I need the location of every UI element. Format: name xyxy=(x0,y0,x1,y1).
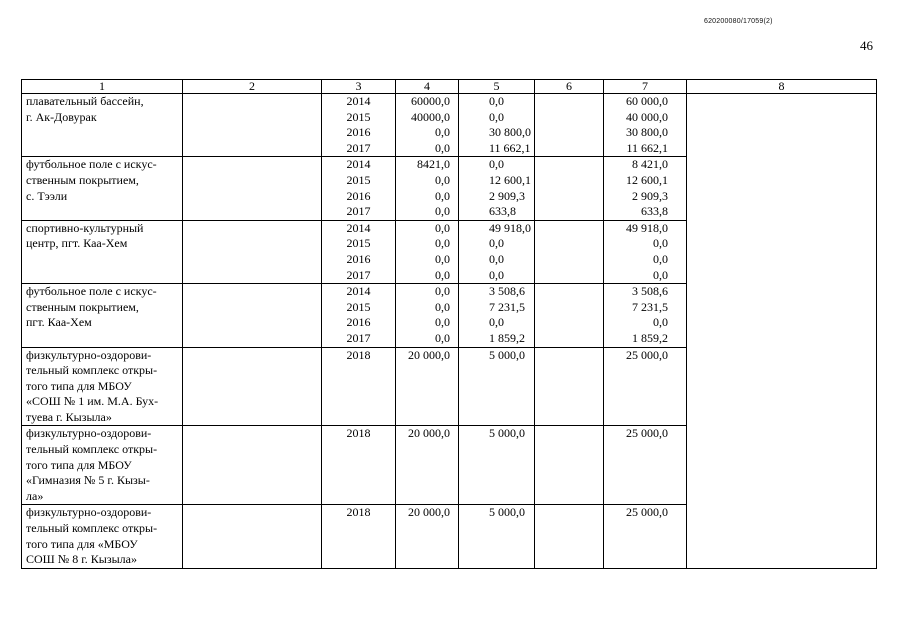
object-name-line: футбольное поле с искус- xyxy=(26,284,157,299)
column-6-cell xyxy=(535,347,604,426)
column-7-value: 30 800,0 xyxy=(626,125,668,140)
column-7-value: 7 231,5 xyxy=(632,299,668,314)
column-5-value: 3 508,6 xyxy=(489,284,525,299)
object-name-cell xyxy=(22,157,183,220)
column-5-cell xyxy=(459,220,535,283)
column-5-value: 2 909,3 xyxy=(489,188,525,203)
column-5-value: 0,0 xyxy=(489,267,504,282)
year-cell xyxy=(322,157,396,220)
column-4-cell xyxy=(396,426,459,505)
column-5-cell xyxy=(459,426,535,505)
column-5-value: 0,0 xyxy=(489,157,504,172)
object-name-line: тельный комплекс откры- xyxy=(26,363,158,378)
year-value: 2018 xyxy=(346,426,371,441)
year-value: 2017 xyxy=(346,267,371,282)
year-cell xyxy=(322,220,396,283)
year-value: 2016 xyxy=(346,125,371,140)
column-7-value: 25 000,0 xyxy=(626,347,668,362)
object-name-line: тельный комплекс откры- xyxy=(26,442,158,457)
document-code: 620200080/17059(2) xyxy=(704,18,773,25)
object-name-line: пгт. Каа-Хем xyxy=(26,315,92,330)
object-name-line: того типа для МБОУ xyxy=(26,457,132,472)
year-value: 2015 xyxy=(346,109,371,124)
column-4-value: 0,0 xyxy=(435,125,450,140)
column-7-value: 1 859,2 xyxy=(632,330,668,345)
column-5-cell xyxy=(459,94,535,157)
column-7-value: 0,0 xyxy=(653,315,668,330)
table-row xyxy=(22,94,877,157)
column-6-cell xyxy=(535,505,604,568)
column-5-cell xyxy=(459,284,535,347)
object-name-line: футбольное поле с искус- xyxy=(26,157,157,172)
column-6-cell xyxy=(535,426,604,505)
column-5-value: 11 662,1 xyxy=(489,140,531,155)
object-name-line: физкультурно-оздорови- xyxy=(26,426,152,441)
column-4-value: 40000,0 xyxy=(411,109,450,124)
column-4-value: 0,0 xyxy=(435,204,450,219)
object-name-line: туева г. Кызыла» xyxy=(26,409,112,424)
object-name-line: плавательный бассейн, xyxy=(26,94,144,108)
column-2-cell xyxy=(183,505,322,568)
object-name-line: «СОШ № 1 им. М.А. Бух- xyxy=(26,394,159,409)
column-4-value: 0,0 xyxy=(435,220,450,235)
object-name-line: центр, пгт. Каа-Хем xyxy=(26,236,128,251)
column-header-5: 5 xyxy=(459,80,535,94)
column-4-value: 0,0 xyxy=(435,236,450,251)
year-value: 2017 xyxy=(346,204,371,219)
year-value: 2014 xyxy=(346,220,371,235)
column-6-cell xyxy=(535,284,604,347)
column-5-value: 49 918,0 xyxy=(489,220,531,235)
column-5-value: 0,0 xyxy=(489,236,504,251)
column-5-value: 30 800,0 xyxy=(489,125,531,140)
column-4-value: 0,0 xyxy=(435,267,450,282)
column-7-value: 0,0 xyxy=(653,251,668,266)
year-value: 2018 xyxy=(346,347,371,362)
column-4-value: 20 000,0 xyxy=(408,347,450,362)
column-5-value: 0,0 xyxy=(489,315,504,330)
column-4-value: 0,0 xyxy=(435,172,450,187)
year-value: 2014 xyxy=(346,94,371,108)
year-cell xyxy=(322,426,396,505)
column-7-value: 11 662,1 xyxy=(626,140,668,155)
object-name-cell xyxy=(22,505,183,568)
column-7-cell xyxy=(604,347,687,426)
column-header-8: 8 xyxy=(687,80,877,94)
column-7-cell xyxy=(604,94,687,157)
object-name-line: «Гимназия № 5 г. Кызы- xyxy=(26,473,150,488)
column-4-value: 0,0 xyxy=(435,299,450,314)
object-name-cell xyxy=(22,220,183,283)
year-value: 2016 xyxy=(346,315,371,330)
object-name-line: с. Тээли xyxy=(26,188,68,203)
column-5-value: 0,0 xyxy=(489,109,504,124)
column-4-value: 0,0 xyxy=(435,251,450,266)
column-7-cell xyxy=(604,220,687,283)
column-5-value: 5 000,0 xyxy=(489,347,525,362)
column-5-value: 633,8 xyxy=(489,204,516,219)
object-name-cell xyxy=(22,284,183,347)
object-name-line: г. Ак-Довурак xyxy=(26,109,97,124)
column-7-value: 0,0 xyxy=(653,267,668,282)
column-4-value: 60000,0 xyxy=(411,94,450,108)
column-4-cell xyxy=(396,505,459,568)
column-7-cell xyxy=(604,426,687,505)
year-value: 2014 xyxy=(346,284,371,299)
column-5-cell xyxy=(459,347,535,426)
column-5-cell xyxy=(459,505,535,568)
column-4-cell xyxy=(396,284,459,347)
year-value: 2015 xyxy=(346,299,371,314)
column-4-value: 8421,0 xyxy=(417,157,450,172)
column-header-4: 4 xyxy=(396,80,459,94)
column-2-cell xyxy=(183,426,322,505)
column-6-cell xyxy=(535,94,604,157)
column-7-value: 0,0 xyxy=(653,236,668,251)
column-4-value: 0,0 xyxy=(435,284,450,299)
page-number: 46 xyxy=(860,38,873,53)
object-name-cell xyxy=(22,94,183,157)
object-name-cell xyxy=(22,426,183,505)
year-cell xyxy=(322,505,396,568)
column-header-2: 2 xyxy=(183,80,322,94)
year-value: 2015 xyxy=(346,172,371,187)
column-2-cell xyxy=(183,347,322,426)
column-header-6: 6 xyxy=(535,80,604,94)
column-6-cell xyxy=(535,157,604,220)
column-7-value: 25 000,0 xyxy=(626,505,668,520)
year-value: 2017 xyxy=(346,140,371,155)
column-7-cell xyxy=(604,157,687,220)
column-5-value: 0,0 xyxy=(489,251,504,266)
year-value: 2014 xyxy=(346,157,371,172)
column-7-value: 12 600,1 xyxy=(626,172,668,187)
column-7-value: 49 918,0 xyxy=(626,220,668,235)
year-value: 2016 xyxy=(346,188,371,203)
object-name-line: ственным покрытием, xyxy=(26,299,139,314)
column-4-cell xyxy=(396,220,459,283)
column-7-value: 8 421,0 xyxy=(632,157,668,172)
column-2-cell xyxy=(183,157,322,220)
object-name-line: того типа для «МБОУ xyxy=(26,536,138,551)
column-5-value: 7 231,5 xyxy=(489,299,525,314)
column-5-value: 1 859,2 xyxy=(489,330,525,345)
object-name-line: СОШ № 8 г. Кызыла» xyxy=(26,552,137,567)
column-7-value: 40 000,0 xyxy=(626,109,668,124)
column-4-value: 20 000,0 xyxy=(408,426,450,441)
object-name-line: того типа для МБОУ xyxy=(26,378,132,393)
header-row xyxy=(22,80,877,94)
year-value: 2016 xyxy=(346,251,371,266)
column-7-value: 25 000,0 xyxy=(626,426,668,441)
year-value: 2015 xyxy=(346,236,371,251)
column-5-value: 5 000,0 xyxy=(489,505,525,520)
column-header-3: 3 xyxy=(322,80,396,94)
column-6-cell xyxy=(535,220,604,283)
object-name-line: физкультурно-оздорови- xyxy=(26,505,152,520)
column-7-value: 2 909,3 xyxy=(632,188,668,203)
column-4-value: 0,0 xyxy=(435,140,450,155)
column-4-value: 20 000,0 xyxy=(408,505,450,520)
column-5-value: 0,0 xyxy=(489,94,504,108)
object-name-line: спортивно-культурный xyxy=(26,220,144,235)
year-cell xyxy=(322,347,396,426)
column-2-cell xyxy=(183,94,322,157)
column-4-value: 0,0 xyxy=(435,188,450,203)
budget-table xyxy=(21,79,877,569)
object-name-line: ственным покрытием, xyxy=(26,172,139,187)
column-2-cell xyxy=(183,220,322,283)
object-name-line: тельный комплекс откры- xyxy=(26,521,158,536)
column-7-value: 3 508,6 xyxy=(632,284,668,299)
column-4-value: 0,0 xyxy=(435,330,450,345)
column-header-7: 7 xyxy=(604,80,687,94)
column-4-cell xyxy=(396,157,459,220)
column-4-cell xyxy=(396,94,459,157)
year-cell xyxy=(322,284,396,347)
column-7-cell xyxy=(604,505,687,568)
object-name-cell xyxy=(22,347,183,426)
object-name-line: ла» xyxy=(26,488,44,503)
column-2-cell xyxy=(183,284,322,347)
column-5-cell xyxy=(459,157,535,220)
column-4-value: 0,0 xyxy=(435,315,450,330)
column-7-value: 60 000,0 xyxy=(626,94,668,108)
column-8-cell xyxy=(687,94,877,569)
year-value: 2017 xyxy=(346,330,371,345)
year-cell xyxy=(322,94,396,157)
column-header-1: 1 xyxy=(22,80,183,94)
year-value: 2018 xyxy=(346,505,371,520)
object-name-line: физкультурно-оздорови- xyxy=(26,347,152,362)
table-body xyxy=(22,80,877,569)
column-5-value: 12 600,1 xyxy=(489,172,531,187)
column-7-value: 633,8 xyxy=(641,204,668,219)
column-4-cell xyxy=(396,347,459,426)
column-5-value: 5 000,0 xyxy=(489,426,525,441)
column-7-cell xyxy=(604,284,687,347)
